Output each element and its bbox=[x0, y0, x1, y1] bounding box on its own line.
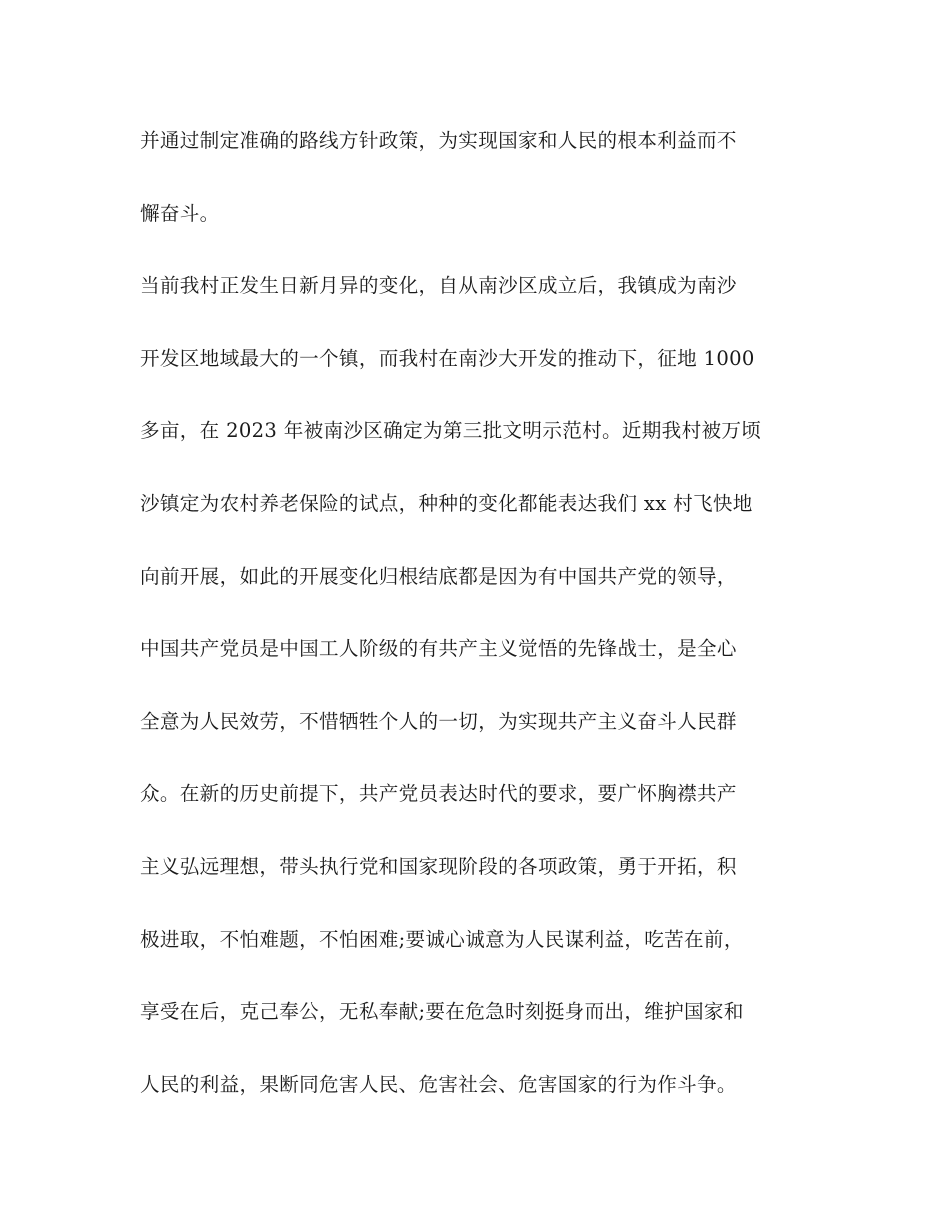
text-line: 懈奋斗。 bbox=[140, 201, 220, 225]
text-line: 极进取，不怕难题，不怕困难;要诚心诚意为人民谋利益，吃苦在前， bbox=[140, 927, 744, 951]
text-line: 并通过制定准确的路线方针政策，为实现国家和人民的根本利益而不 bbox=[140, 129, 737, 152]
text-line: 享受在后，克己奉公，无私奉献;要在危急时刻挺身而出，维护国家和 bbox=[140, 1000, 744, 1024]
text-line: 主义弘远理想，带头执行党和国家现阶段的各项政策，勇于开拓，积 bbox=[140, 854, 737, 878]
text-line: 众。在新的历史前提下，共产党员表达时代的要求，要广怀胸襟共产 bbox=[140, 782, 737, 806]
text-line: 人民的利益，果断同危害人民、危害社会、危害国家的行为作斗争。 bbox=[140, 1072, 737, 1096]
text-line: 中国共产党员是中国工人阶级的有共产主义觉悟的先锋战士，是全心 bbox=[140, 637, 737, 661]
body-text bbox=[140, 118, 812, 1134]
text-line: 开发区地域最大的一个镇，而我村在南沙大开发的推动下，征地 1000 bbox=[140, 346, 755, 370]
text-line: 向前开展，如此的开展变化归根结底都是因为有中国共产党的领导， bbox=[140, 564, 737, 588]
text-line: 沙镇定为农村养老保险的试点，种种的变化都能表达我们 xx 村飞快地 bbox=[140, 491, 753, 515]
text-line: 当前我村正发生日新月异的变化，自从南沙区成立后，我镇成为南沙 bbox=[140, 274, 737, 298]
text-line: 多亩，在 2023 年被南沙区确定为第三批文明示范村。近期我村被万顷 bbox=[140, 419, 762, 443]
text-line: 全意为人民效劳，不惜牺牲个人的一切，为实现共产主义奋斗人民群 bbox=[140, 709, 737, 733]
